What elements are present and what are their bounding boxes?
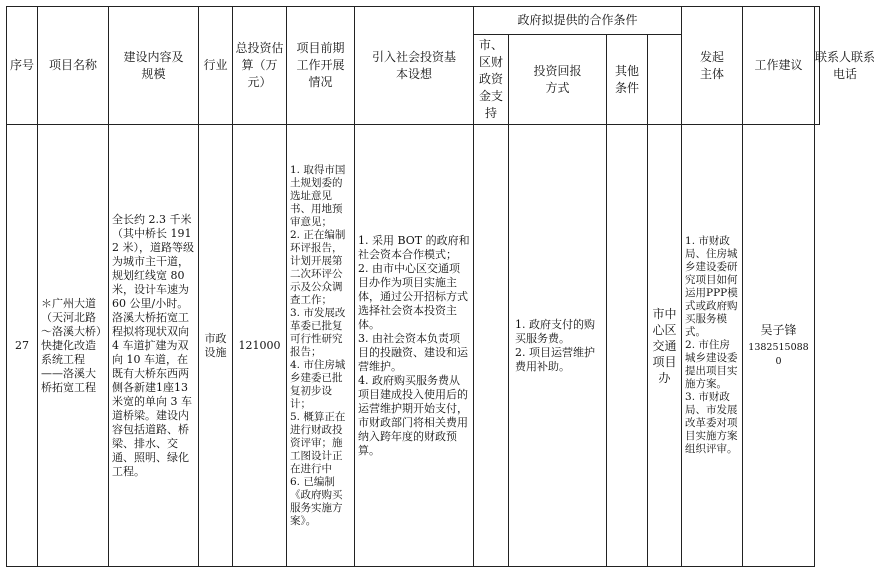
header-model: 引入社会投资基本设想 — [355, 7, 474, 125]
cell-name: ＊广州大道（天河北路～洛溪大桥）快捷化改造系统工程——洛溪大桥拓宽工程 — [38, 125, 109, 567]
cell-contact — [743, 125, 815, 567]
cell-content: 全长约 2.3 千米（其中桥长 1912 米），道路等级为城市主干道，规划红线宽 80 米，设计车速为60 公里/小时。洛溪大桥拓宽工程拟将现状双向 4 车道扩建为双向 10 车道，在既有大桥东西两侧各新建1座13 米宽的单向 3 车道桥梁。建设内容包括道路、桥梁、排水、交通、照明、绿化工程。 — [109, 125, 199, 567]
cell-progress: 1. 取得市国土规划委的选址意见书、用地预审意见； 2. 正在编制环评报告，计划开展第二次环评公示及公众调查工作； 3. 市发展改革委已批复可行性研究报告； 4. 市住房城乡建委已批复初步设计； 5. 概算正在进行财政投资评审；施工图设计正在进行中 6. 已编制《政府购买服务实施方案》。 — [287, 125, 355, 567]
header-other: 其他条件 — [607, 35, 648, 125]
header-gov-conditions: 政府拟提供的合作条件 — [474, 7, 682, 35]
header-industry: 行业 — [199, 7, 233, 125]
cell-model: 1. 采用 BOT 的政府和社会资本合作模式； 2. 由市中心区交通项目办作为项目实施主体，通过公开招标方式选择社会资本投资主体。 3. 由社会资本负责项目的投融资、建设和运营维护。 4. 政府购买服务费从项目建成投入使用后的运营维护期开始支付，市财政部门将相关费用纳入跨年度的财政预算。 — [355, 125, 474, 567]
contact-name: 吴子锋 — [760, 322, 797, 337]
cell-city-funds — [474, 125, 509, 567]
header-suggestion: 工作建议 — [743, 7, 815, 125]
header-initiator: 发起主体 — [682, 7, 743, 125]
cell-suggestion: 1. 市财政局、住房城乡建设委研究项目如何运用PPP模式或政府购买服务模式。 2. 市住房城乡建设委提出项目实施方案。 3. 市财政局、市发展改革委对项目实施方案组织评审。 — [682, 125, 743, 567]
header-seq: 序号 — [7, 7, 38, 125]
table-row — [7, 125, 820, 567]
header-return: 投资回报方式 — [509, 35, 607, 125]
cell-seq: 27 — [7, 125, 38, 567]
project-table — [6, 6, 875, 567]
header-row-1 — [7, 7, 820, 35]
header-progress: 项目前期工作开展情况 — [287, 7, 355, 125]
cell-initiator: 市中心区交通项目办 — [648, 125, 682, 567]
header-content: 建设内容及规模 — [109, 7, 199, 125]
header-contact: 联系人联系电话 — [815, 7, 820, 125]
cell-other — [607, 125, 648, 567]
cell-return: 1. 政府支付的购买服务费。 2. 项目运营维护费用补助。 — [509, 125, 607, 567]
cell-investment: 121000 — [233, 125, 287, 567]
header-city-funds: 市、区财政资金支持 — [474, 35, 509, 125]
contact-phone: 13825150880 — [748, 341, 809, 367]
header-name: 项目名称 — [38, 7, 109, 125]
header-investment: 总投资估算（万元） — [233, 7, 287, 125]
cell-industry: 市政设施 — [199, 125, 233, 567]
